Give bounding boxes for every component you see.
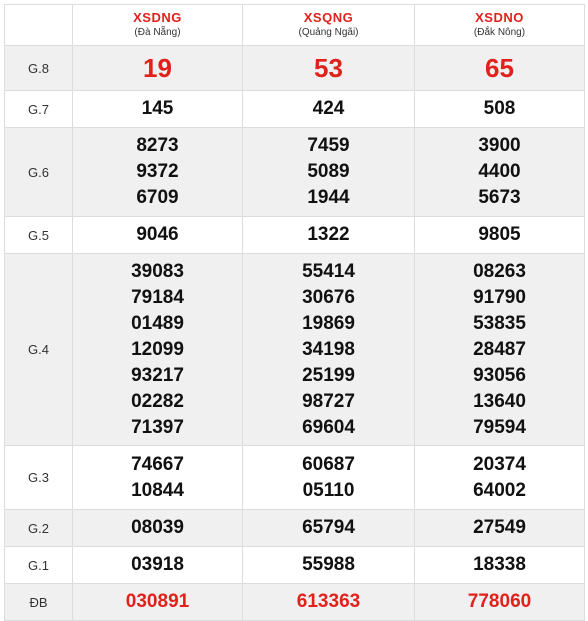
prize-number: 55988 — [302, 554, 355, 575]
special-prize-number: 030891 — [125, 591, 190, 612]
prize-number: 34198 — [302, 338, 355, 360]
prize-number: 08039 — [131, 517, 184, 538]
prize-cell — [243, 91, 415, 128]
prize-number: 27549 — [473, 517, 526, 538]
header-col-daknong — [415, 5, 585, 46]
prize-label: G.8 — [5, 46, 73, 91]
prize-row — [5, 584, 585, 621]
prize-number: 18338 — [473, 554, 526, 575]
prize-label: G.7 — [5, 91, 73, 128]
prize-number: 4400 — [478, 161, 521, 182]
prize-cell — [415, 217, 585, 254]
prize-number: 79184 — [131, 286, 184, 308]
prize-number: 53 — [314, 53, 343, 83]
prize-label: G.3 — [5, 446, 73, 510]
prize-label: G.2 — [5, 510, 73, 547]
prize-cell — [243, 510, 415, 547]
prize-number: 79594 — [473, 416, 526, 438]
prize-cell — [243, 584, 415, 621]
prize-number: 424 — [312, 98, 345, 119]
province-code: XSQNG — [303, 10, 354, 25]
prize-number: 39083 — [131, 260, 184, 282]
prize-number: 1322 — [307, 224, 350, 245]
header-col-quangngai — [243, 5, 415, 46]
prize-cell — [73, 584, 243, 621]
prize-number: 8273 — [136, 135, 179, 156]
prize-cell — [73, 46, 243, 91]
prize-row — [5, 46, 585, 91]
header-row — [5, 5, 585, 46]
prize-cell — [415, 91, 585, 128]
province-name: (Quảng Ngãi) — [298, 27, 359, 38]
prize-cell — [73, 547, 243, 584]
prize-cell — [243, 254, 415, 446]
prize-label: G.1 — [5, 547, 73, 584]
prize-label: G.5 — [5, 217, 73, 254]
prize-row — [5, 91, 585, 128]
prize-number: 19869 — [302, 312, 355, 334]
prize-cell — [415, 446, 585, 510]
prize-number: 53835 — [473, 312, 526, 334]
prize-number: 5089 — [307, 161, 350, 182]
prize-number: 08263 — [473, 260, 526, 282]
prize-number: 93056 — [473, 364, 526, 386]
prize-cell — [415, 584, 585, 621]
prize-number: 9372 — [136, 161, 179, 182]
prize-cell — [243, 46, 415, 91]
prize-cell — [415, 254, 585, 446]
province-name: (Đà Nẵng) — [134, 27, 181, 38]
prize-cell — [415, 46, 585, 91]
prize-number: 1944 — [307, 187, 350, 208]
prize-cell — [73, 128, 243, 217]
special-prize-number: 778060 — [467, 591, 532, 612]
prize-cell — [73, 91, 243, 128]
prize-number: 93217 — [131, 364, 184, 386]
prize-cell — [73, 510, 243, 547]
lottery-results-table — [4, 4, 585, 621]
prize-number: 28487 — [473, 338, 526, 360]
prize-cell — [415, 128, 585, 217]
prize-row — [5, 128, 585, 217]
prize-label: ĐB — [5, 584, 73, 621]
header-empty-cell — [5, 5, 73, 46]
province-name: (Đắk Nông) — [473, 27, 526, 38]
prize-label: G.6 — [5, 128, 73, 217]
prize-cell — [73, 446, 243, 510]
prize-number: 60687 — [302, 453, 355, 475]
prize-number: 9805 — [478, 224, 521, 245]
prize-number: 6709 — [136, 187, 179, 208]
prize-cell — [415, 547, 585, 584]
results-body — [5, 5, 585, 621]
prize-number: 05110 — [302, 479, 355, 501]
prize-row — [5, 217, 585, 254]
prize-number: 13640 — [473, 390, 526, 412]
prize-cell — [243, 446, 415, 510]
prize-label: G.4 — [5, 254, 73, 446]
prize-number: 64002 — [473, 479, 526, 501]
prize-cell — [73, 254, 243, 446]
prize-number: 145 — [141, 98, 174, 119]
prize-number: 71397 — [131, 416, 184, 438]
prize-number: 55414 — [302, 260, 355, 282]
prize-number: 30676 — [302, 286, 355, 308]
prize-row — [5, 510, 585, 547]
prize-number: 20374 — [473, 453, 526, 475]
prize-number: 03918 — [131, 554, 184, 575]
prize-number: 12099 — [131, 338, 184, 360]
prize-number: 5673 — [478, 187, 521, 208]
prize-cell — [243, 217, 415, 254]
prize-row — [5, 547, 585, 584]
prize-number: 3900 — [478, 135, 521, 156]
prize-number: 508 — [483, 98, 516, 119]
prize-number: 74667 — [131, 453, 184, 475]
prize-row — [5, 446, 585, 510]
prize-number: 69604 — [302, 416, 355, 438]
prize-cell — [243, 547, 415, 584]
header-col-danang — [73, 5, 243, 46]
prize-cell — [73, 217, 243, 254]
prize-number: 9046 — [136, 224, 179, 245]
prize-number: 10844 — [131, 479, 184, 501]
prize-number: 65 — [485, 53, 514, 83]
prize-number: 19 — [143, 53, 172, 83]
prize-cell — [415, 510, 585, 547]
prize-number: 01489 — [131, 312, 184, 334]
prize-number: 91790 — [473, 286, 526, 308]
province-code: XSDNG — [133, 10, 182, 25]
province-code: XSDNO — [475, 10, 524, 25]
prize-number: 65794 — [302, 517, 355, 538]
prize-cell — [243, 128, 415, 217]
prize-number: 02282 — [131, 390, 184, 412]
special-prize-number: 613363 — [296, 591, 361, 612]
prize-row — [5, 254, 585, 446]
prize-number: 7459 — [307, 135, 350, 156]
prize-number: 98727 — [302, 390, 355, 412]
prize-number: 25199 — [302, 364, 355, 386]
